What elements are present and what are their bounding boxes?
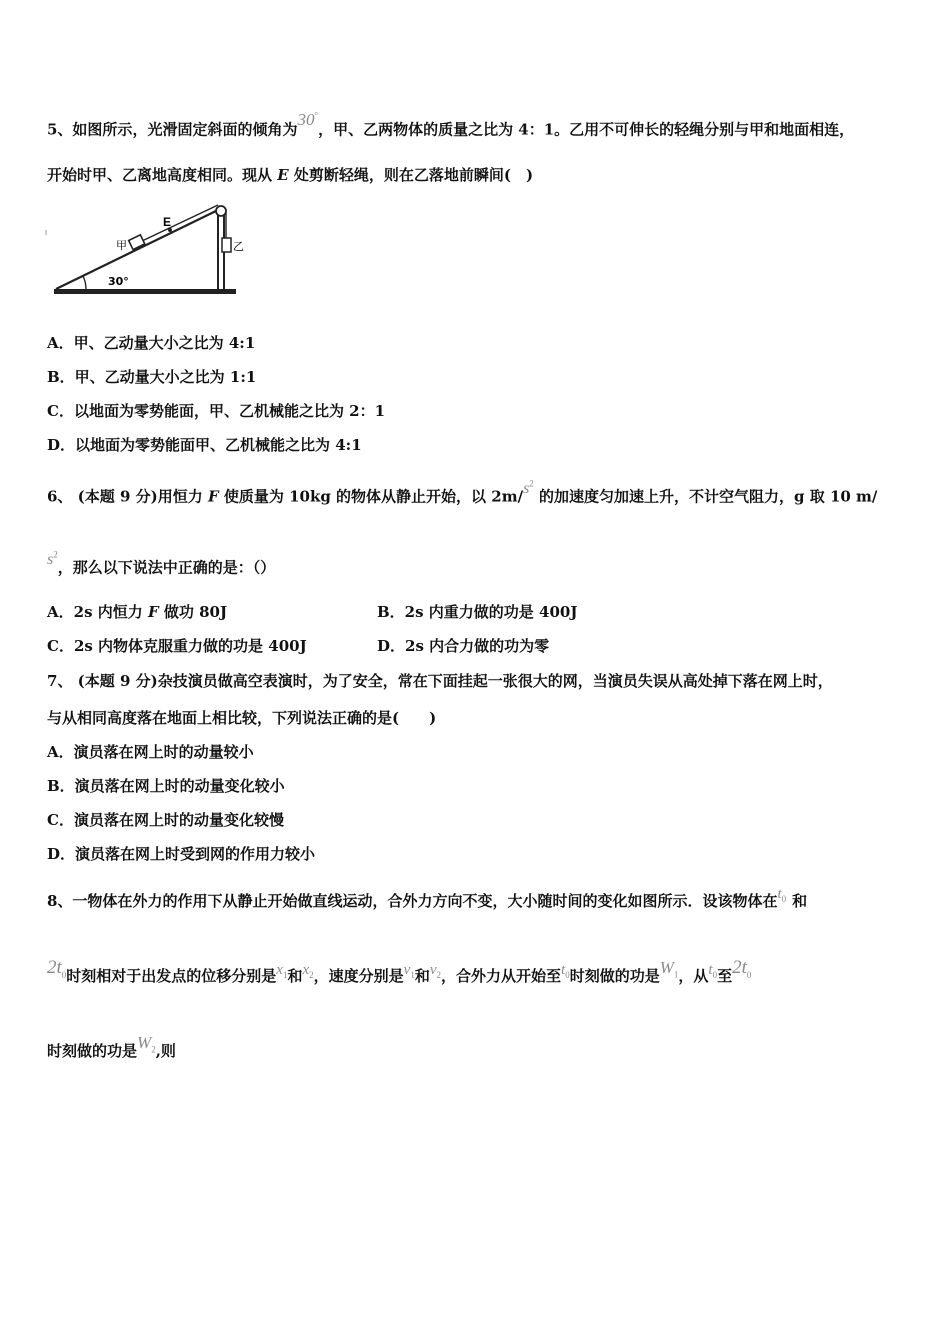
q7-option-c: C．演员落在网上时的动量变化较慢: [47, 811, 284, 829]
incline-surface: [56, 210, 218, 289]
q8-stem-line1: 8、一物体在外力的作用下从静止开始做直线运动，合外力方向不变，大小随时间的变化如图所示．设该物体在$t_0$ 和: [47, 886, 808, 910]
q6-option-d: D．2s 内合力做的功为零: [377, 637, 550, 655]
q5-point-e: E: [277, 166, 289, 184]
q8-t0: $t_0$: [777, 886, 787, 904]
q8-2t0-a: $2t_0$: [47, 957, 67, 980]
q6-stem-line2: $s^2$，那么以下说法中正确的是：（）: [47, 550, 276, 577]
q8-t0-c: $t_0$: [708, 962, 718, 980]
q6-unit-s2-line2: $s^2$: [47, 550, 58, 569]
q6-unit-s2: $s^2$: [523, 479, 534, 498]
label-jia: 甲: [116, 239, 127, 252]
q7-option-a: A．演员落在网上时的动量较小: [47, 743, 254, 761]
ground-line: [54, 289, 236, 294]
q5-stem-line1: [47, 109, 855, 140]
q5-angle: 30°: [297, 109, 319, 129]
q6-force-f: F: [207, 487, 219, 506]
q5-stem-b: ，甲、乙两物体的质量之比为 4：1。乙用不可伸长的轻绳分别与甲和地面相连，: [318, 120, 855, 139]
q7-option-d: D．演员落在网上时受到网的作用力较小: [47, 845, 316, 863]
rope-incline: [142, 205, 218, 241]
q8-2t0-b: $2t_0$: [732, 957, 752, 980]
q8-x1: $x_1$: [276, 962, 288, 980]
q5-option-d: D．以地面为零势能面甲、乙机械能之比为 4:1: [47, 436, 362, 454]
label-yi: 乙: [233, 240, 244, 253]
q8-w1: $W_1$: [659, 958, 679, 980]
q7-stem-line2: 与从相同高度落在地面上相比较，下列说法正确的是( ): [47, 709, 437, 727]
q5-incline-figure: [46, 200, 242, 300]
q8-w2: $W_2$: [137, 1033, 156, 1055]
block-yi: [222, 238, 231, 252]
q5-stem-a: 5、如图所示，光滑固定斜面的倾角为: [47, 120, 298, 139]
q8-x2: $x_2$: [302, 962, 314, 980]
q6-stem-line1: 6、 (本题 9 分)用恒力 F 使质量为 10kg 的物体从静止开始，以 $2m/s^2$ 的加速度匀加速上升，不计空气阻力，g 取 10 m/: [47, 479, 878, 506]
q6-option-c: C．2s 内物体克服重力做的功是 400J: [47, 637, 307, 655]
pulley: [216, 206, 226, 216]
q6-option-b: B．2s 内重力做的功是 400J: [377, 603, 578, 621]
label-angle: 30°: [108, 275, 129, 288]
q7-stem-line1: 7、 (本题 9 分)杂技演员做高空表演时，为了安全，常在下面挂起一张很大的网，当演员失误从高处掉下落在网上时，: [47, 672, 833, 690]
q5-option-c: C．以地面为零势能面，甲、乙机械能之比为 2：1: [47, 402, 386, 420]
label-e: E: [163, 215, 172, 229]
q8-t0-b: $t_0$: [561, 962, 570, 980]
q8-stem-line2: $2t_0$时刻相对于出发点的位移分别是$x_1$和$x_2$，速度分别是$v_1$和$v_2$，合外力从开始至$t_0$时刻做的功是$W_1$，从$t_0$至$2t_0$: [47, 957, 752, 985]
q5-stem-line2: 开始时甲、乙离地高度相同。现从 E 处剪断轻绳，则在乙落地前瞬间( ): [47, 166, 534, 184]
q7-option-b: B．演员落在网上时的动量变化较小: [47, 777, 285, 795]
q8-v2: $v_2$: [429, 962, 442, 980]
q5-option-a: A．甲、乙动量大小之比为 4:1: [47, 334, 256, 352]
q5-option-b: B．甲、乙动量大小之比为 1:1: [47, 368, 257, 386]
q8-v1: $v_1$: [403, 962, 415, 980]
angle-arc: [83, 276, 86, 289]
q8-stem-line3: 时刻做的功是$W_2$,则: [47, 1033, 176, 1060]
q6-option-a: A．2s 内恒力 F 做功 80J: [47, 603, 228, 621]
